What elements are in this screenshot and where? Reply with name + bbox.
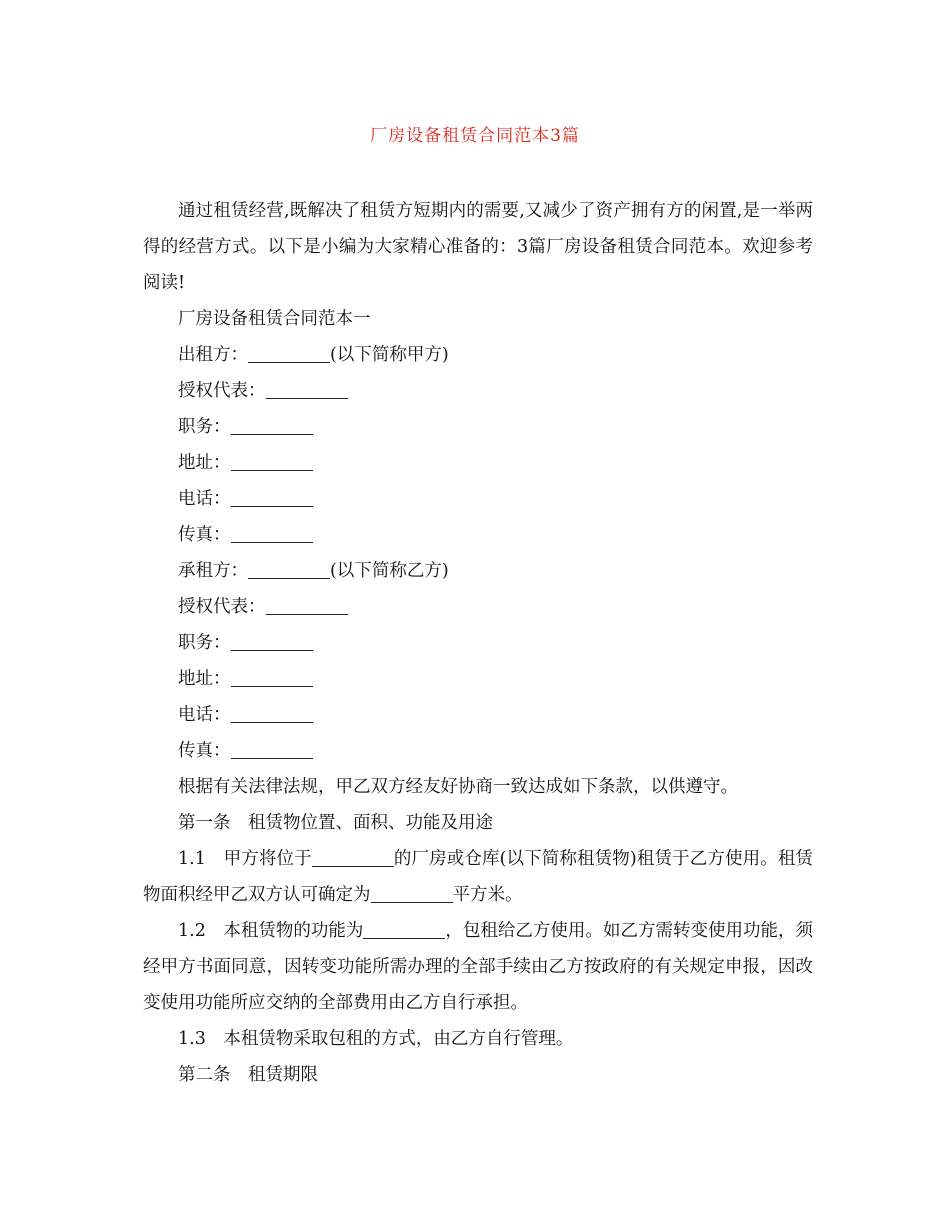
lessee-blank (248, 556, 330, 579)
lessor-fax-blank (231, 520, 313, 543)
lessee-address-line (143, 661, 813, 697)
document-body (143, 193, 813, 1093)
lessor-phone-label: 电话： (178, 489, 231, 509)
lessee-position-label: 职务： (178, 633, 231, 653)
lessor-address-blank (231, 448, 313, 471)
lessee-fax-label: 传真： (178, 741, 231, 761)
lessor-rep-blank (266, 376, 348, 399)
lessee-address-label: 地址： (178, 669, 231, 689)
lessee-position-blank (231, 628, 313, 651)
lessor-label: 出租方： (178, 345, 248, 365)
lessee-line (143, 553, 813, 589)
clause-1-2-suffix: ，包租给乙方使用。如乙方需转变使用功能，须经甲方书面同意，因转变功能所需办理的全部手续由乙方按政府的有关规定申报，因改变使用功能所应交纳的全部费用由乙方自行承担。 (143, 921, 813, 1013)
clause-1-1-middle: 的厂房或仓库(以下简称租赁物)租赁于乙方使用。租赁物面积经甲乙双方认可确定为 (143, 849, 813, 905)
lessor-phone-blank (231, 484, 313, 507)
lessee-rep-blank (266, 592, 348, 615)
clause-1-1-suffix: 平方米。 (452, 885, 523, 905)
clause-1-1 (143, 841, 813, 913)
lessee-rep-line (143, 589, 813, 625)
lessee-fax-blank (231, 736, 313, 759)
clause-1-1-area-blank (371, 880, 453, 903)
lessor-rep-label: 授权代表： (178, 381, 266, 401)
document-title: 厂房设备租赁合同范本3篇 (370, 126, 580, 146)
lessor-blank (248, 340, 330, 363)
lessor-line (143, 337, 813, 373)
preamble: 根据有关法律法规，甲乙双方经友好协商一致达成如下条款，以供遵守。 (178, 777, 738, 797)
lessee-fax-line (143, 733, 813, 769)
intro-paragraph: 通过租赁经营,既解决了租赁方短期内的需要,又减少了资产拥有方的闲置,是一举两得的经营方式。以下是小编为大家精心准备的：3篇厂房设备租赁合同范本。欢迎参考阅读! (143, 201, 813, 293)
lessor-position-label: 职务： (178, 417, 231, 437)
clause-1-1-prefix: 1.1 甲方将位于 (178, 849, 312, 869)
lessee-position-line (143, 625, 813, 661)
lessor-suffix: (以下简称甲方) (330, 345, 449, 365)
article-2-heading: 第二条 租赁期限 (178, 1065, 318, 1085)
lessor-rep-line (143, 373, 813, 409)
clause-1-3: 1.3 本租赁物采取包租的方式，由乙方自行管理。 (178, 1029, 574, 1049)
lessee-phone-label: 电话： (178, 705, 231, 725)
clause-1-2-prefix: 1.2 本租赁物的功能为 (178, 921, 364, 941)
lessor-phone-line (143, 481, 813, 517)
lessee-rep-label: 授权代表： (178, 597, 266, 617)
lessor-address-label: 地址： (178, 453, 231, 473)
clause-1-2-function-blank (363, 916, 445, 939)
lessee-phone-line (143, 697, 813, 733)
article-1-heading: 第一条 租赁物位置、面积、功能及用途 (178, 813, 493, 833)
clause-1-1-location-blank (312, 844, 394, 867)
lessee-suffix: (以下简称乙方) (330, 561, 449, 581)
lessee-address-blank (231, 664, 313, 687)
lessee-label: 承租方： (178, 561, 248, 581)
lessee-phone-blank (231, 700, 313, 723)
section-heading: 厂房设备租赁合同范本一 (178, 309, 371, 329)
lessor-position-line (143, 409, 813, 445)
lessor-address-line (143, 445, 813, 481)
lessor-fax-label: 传真： (178, 525, 231, 545)
lessor-position-blank (231, 412, 313, 435)
clause-1-2 (143, 913, 813, 1021)
lessor-fax-line (143, 517, 813, 553)
